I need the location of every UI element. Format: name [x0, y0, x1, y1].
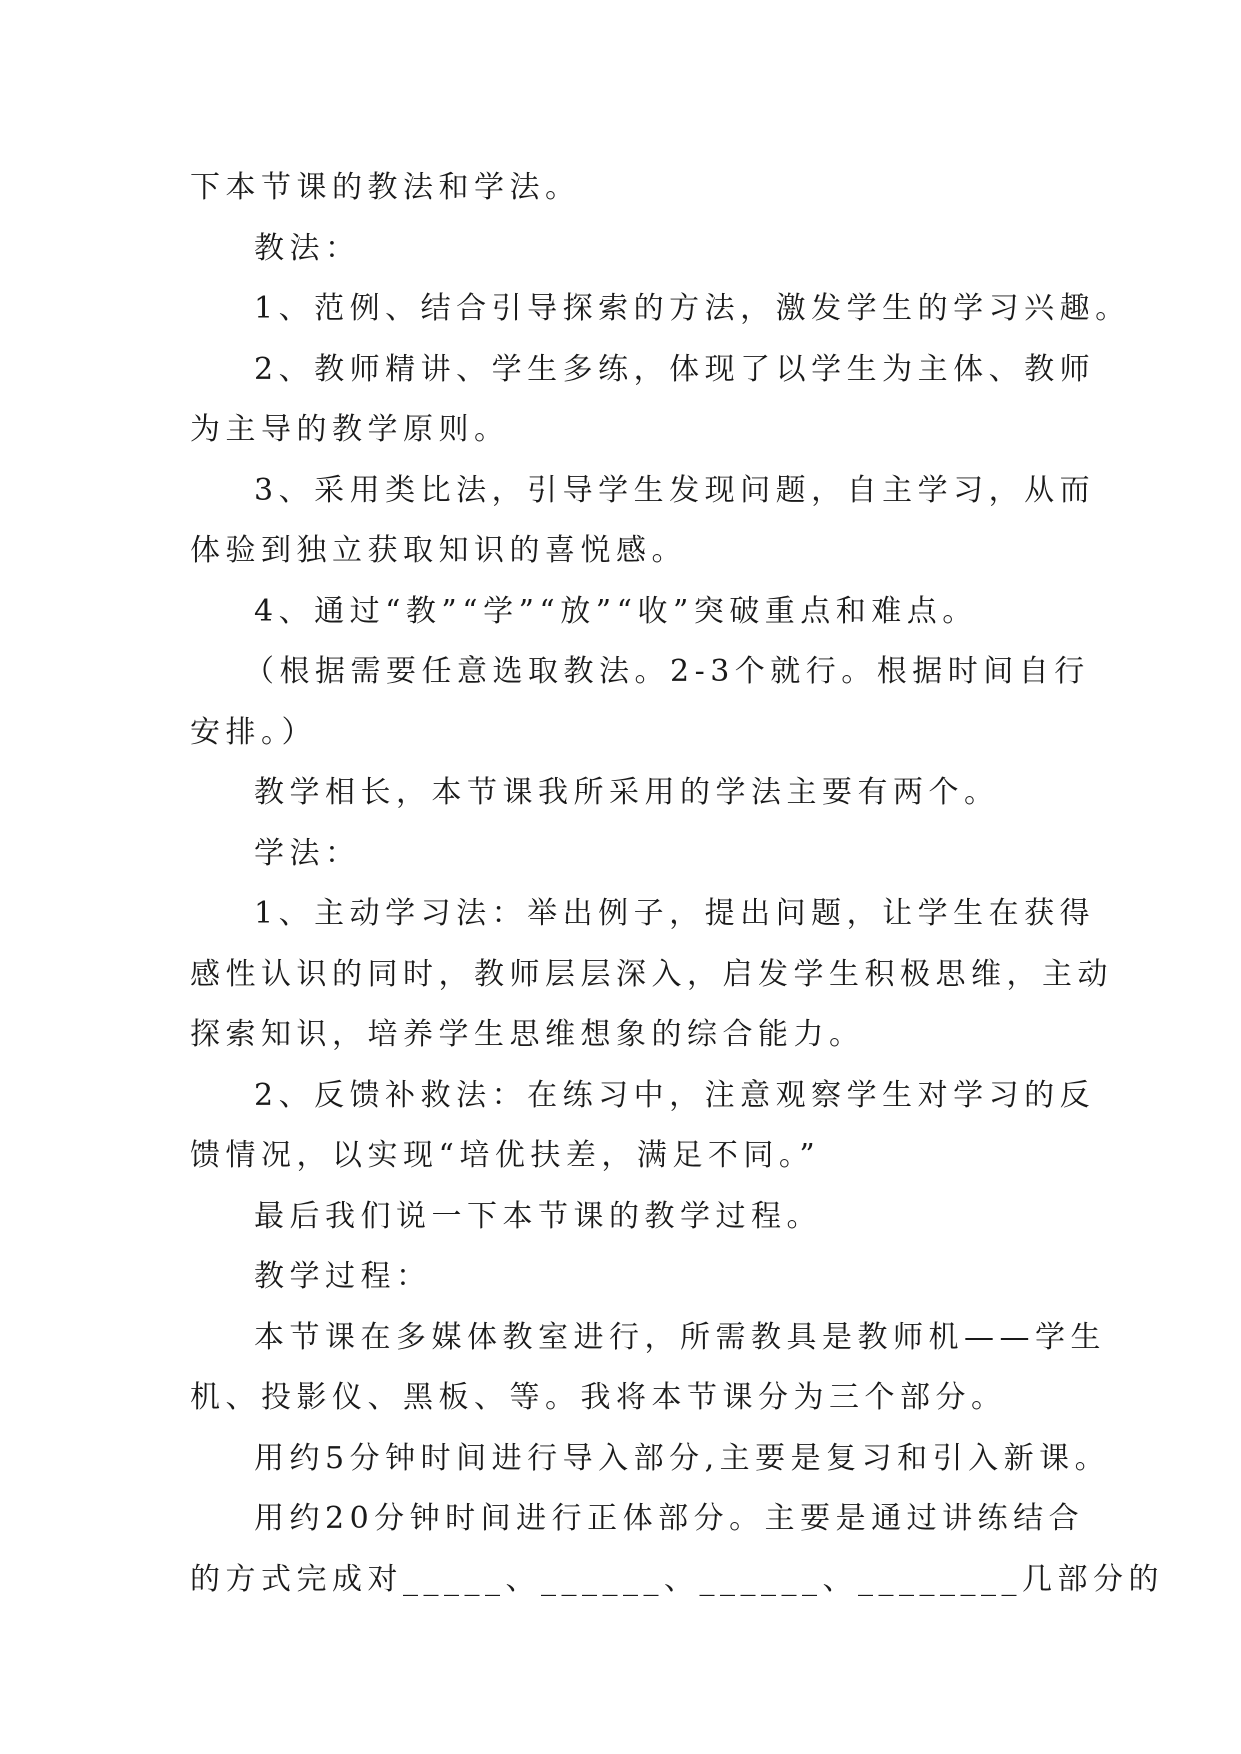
- text-line: 4、通过“教”“学”“放”“收”突破重点和难点。: [254, 593, 978, 629]
- text-line: 体验到独立获取知识的喜悦感。: [190, 533, 687, 568]
- text-line: 最后我们说一下本节课的教学过程。: [254, 1198, 822, 1234]
- text-line: 3、采用类比法，引导学生发现问题，自主学习，从而: [254, 472, 1096, 508]
- text-line: 安排。）: [190, 714, 317, 750]
- text-line: 探索知识，培养学生思维想象的综合能力。: [190, 1017, 865, 1052]
- text-line: 用约20分钟时间进行正体部分。主要是通过讲练结合: [254, 1501, 1085, 1536]
- text-line: 1、主动学习法：举出例子，提出问题，让学生在获得: [254, 896, 1096, 931]
- text-line: 下本节课的教法和学法。: [190, 170, 581, 205]
- document-body: [190, 158, 1164, 1610]
- text-line: 教学过程：: [254, 1259, 432, 1294]
- text-line: 为主导的教学原则。: [190, 412, 510, 447]
- text-line: 1、范例、结合引导探索的方法，激发学生的学习兴趣。: [254, 291, 1131, 326]
- text-line: 2、教师精讲、学生多练，体现了以学生为主体、教师: [254, 351, 1096, 387]
- text-line: 机、投影仪、黑板、等。我将本节课分为三个部分。: [190, 1380, 1007, 1415]
- text-line: 教学相长，本节课我所采用的学法主要有两个。: [254, 775, 1000, 810]
- text-line: 的方式完成对_____、______、______、________几部分的: [190, 1561, 1164, 1597]
- text-line: 馈情况，以实现“培优扶差，满足不同。”: [190, 1138, 821, 1173]
- text-line: 2、反馈补救法：在练习中，注意观察学生对学习的反: [254, 1077, 1096, 1113]
- text-line: 用约5分钟时间进行导入部分,主要是复习和引入新课。: [254, 1440, 1111, 1476]
- text-line: 教法：: [254, 230, 361, 266]
- text-line: （根据需要任意选取教法。2-3个就行。根据时间自行: [244, 654, 1090, 689]
- text-line: 感性认识的同时，教师层层深入，启发学生积极思维，主动: [190, 956, 1113, 992]
- text-line: 学法：: [254, 835, 361, 871]
- text-line: 本节课在多媒体教室进行，所需教具是教师机——学生: [254, 1319, 1106, 1355]
